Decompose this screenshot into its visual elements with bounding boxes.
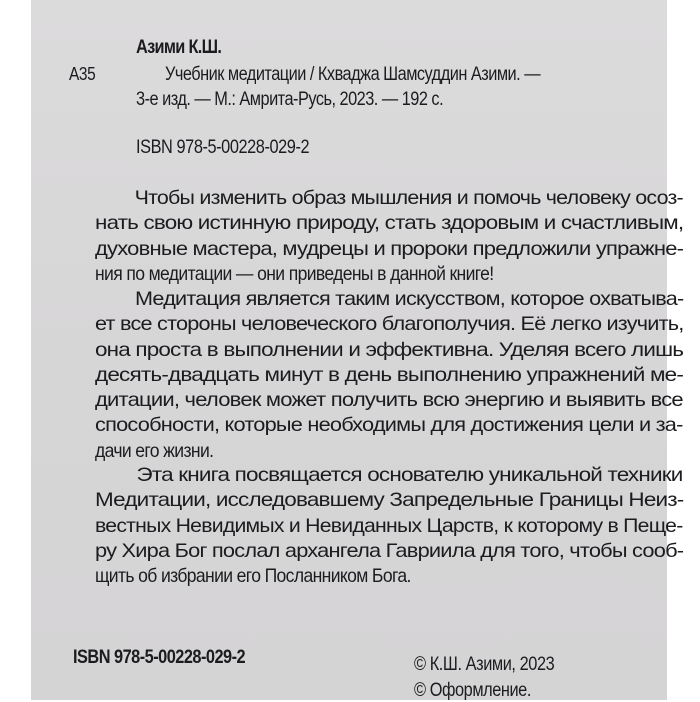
text-line: ния по медитации — они приведены в данной книге! [95,262,494,285]
annotation-paragraph-1 [95,186,683,287]
text-line: вестных Невидимых и Невиданных Царств, к которому в Пеще- [95,514,683,537]
text-line: нать свою истинную природу, стать здоровым и счастливым, [95,212,684,235]
text-line: ет все стороны человеческого благополучия. Её легко изучить, [95,313,684,336]
isbn-footer: ISBN 978-5-00228-029-2 [73,647,246,668]
annotation-paragraph-3 [95,463,683,589]
text-line: дитации, человек может получить всю энергию и выявить все [95,389,683,412]
text-line: Эта книга посвящается основателю уникальной техники [136,464,683,486]
bibliographic-line-2: 3-е изд. — М.: Амрита-Русь, 2023. — 192 с. [136,89,444,110]
text-line: духовные мастера, мудрецы и пророки предложили упражне- [95,237,684,260]
text-line: дачи его жизни. [95,439,214,462]
text-line: ру Хира Бог послал архангела Гавриила для того, чтобы сооб- [95,539,684,562]
text-line: щить об избрании его Посланником Бога. [95,565,411,588]
isbn-header: ISBN 978-5-00228-029-2 [136,137,310,158]
book-page [31,0,684,701]
text-line: Медитация является таким искусством, которое охватыва- [134,288,684,310]
classification-code: А35 [69,64,96,84]
bibliographic-line-1: Учебник медитации / Кхваджа Шамсуддин Азими. — [165,64,541,85]
text-line: десять-двадцать минут в день выполнению упражнений ме- [95,363,684,386]
copyright-design: © Оформление. [414,680,531,701]
text-line: способности, которые необходимы для достижения цели и за- [95,414,683,437]
author-name: Азими К.Ш. [136,37,222,58]
annotation-paragraph-2 [95,287,683,464]
copyright-author: © К.Ш. Азими, 2023 [414,654,555,675]
text-line: Медитации, исследовавшему Запредельные Границы Неиз- [95,489,684,512]
text-line: она проста в выполнении и эффективна. Уделяя всего лишь [95,338,684,361]
text-line: Чтобы изменить образ мышления и помочь человеку осоз- [134,187,683,209]
